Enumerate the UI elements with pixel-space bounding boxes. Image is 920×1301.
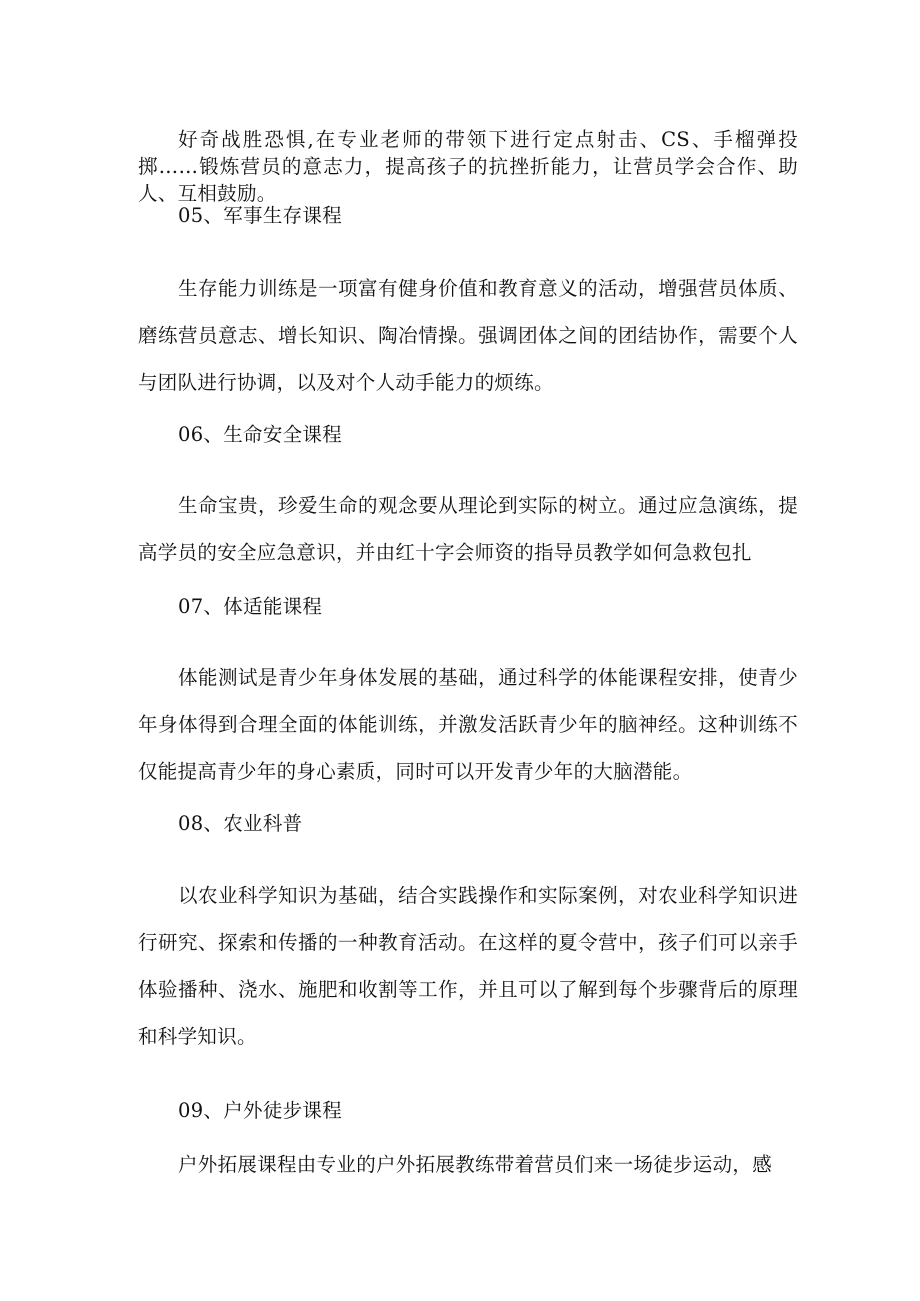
heading-military-survival: 05、军事生存课程 bbox=[178, 204, 343, 227]
paragraph-military-games: 好奇战胜恐惧,在专业老师的带领下进行定点射击、CS、手榴弹投掷……锻炼营员的意志力，提高孩子的抗挫折能力，让营员学会合作、助人、互相鼓励。 bbox=[138, 128, 798, 205]
heading-outdoor-hiking: 09、户外徒步课程 bbox=[178, 1099, 343, 1122]
paragraph-fitness: 体能测试是青少年身体发展的基础，通过科学的体能课程安排，使青少年身体得到合理全面的体能训练，并激发活跃青少年的脑神经。这种训练不仅能提高青少年的身心素质，同时可以开发青少年的大脑潜能。 bbox=[138, 666, 798, 783]
heading-life-safety: 06、生命安全课程 bbox=[178, 423, 343, 446]
paragraph-outdoor-hiking: 户外拓展课程由专业的户外拓展教练带着营员们来一场徒步运动，感 bbox=[178, 1153, 773, 1176]
heading-agriculture: 08、农业科普 bbox=[178, 812, 303, 835]
paragraph-agriculture: 以农业科学知识为基础，结合实践操作和实际案例，对农业科学知识进行研究、探索和传播的一种教育活动。在这样的夏令营中，孩子们可以亲手体验播种、浇水、施肥和收割等工作，并且可以了解到每个步骤背后的原理和科学知识。 bbox=[138, 884, 798, 1048]
paragraph-survival-training: 生存能力训练是一项富有健身价值和教育意义的活动，增强营员体质、磨练营员意志、增长知识、陶冶情操。强调团体之间的团结协作，需要个人与团队进行协调，以及对个人动手能力的烦练。 bbox=[138, 277, 798, 394]
paragraph-life-safety: 生命宝贵，珍爱生命的观念要从理论到实际的树立。通过应急演练，提高学员的安全应急意识，并由红十字会师资的指导员教学如何急救包扎 bbox=[138, 494, 798, 564]
heading-fitness: 07、体适能课程 bbox=[178, 595, 323, 618]
